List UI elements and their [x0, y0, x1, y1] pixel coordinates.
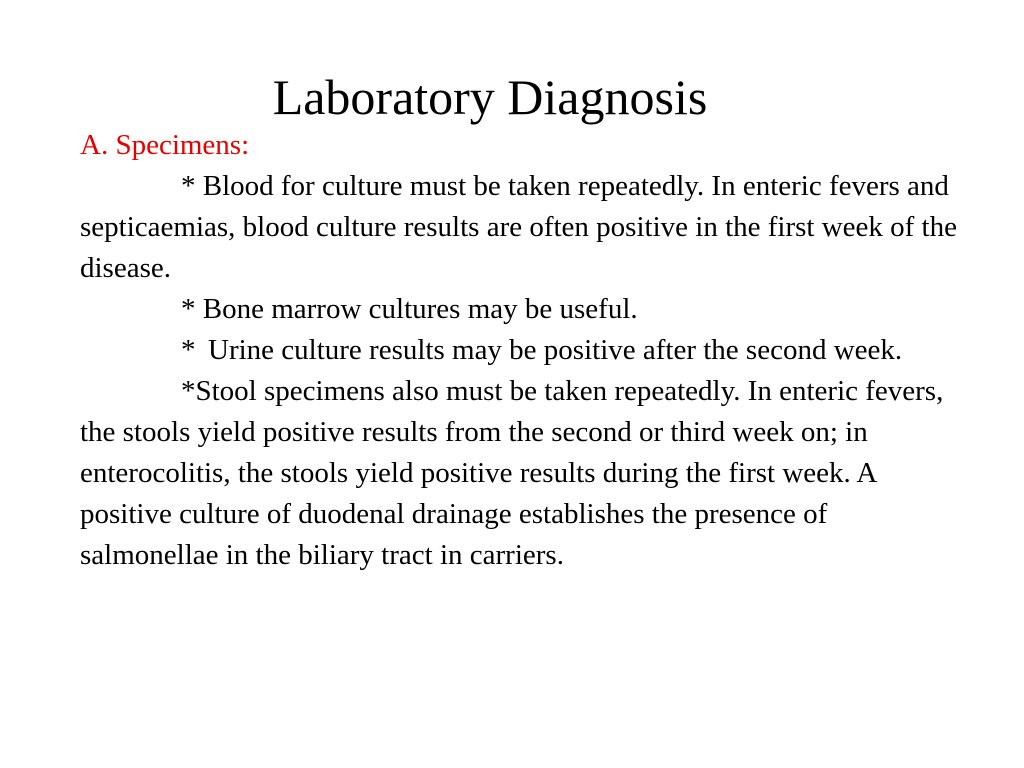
- paragraph-text: Urine culture results may be positive after the second week.: [208, 334, 903, 366]
- paragraph-bone-marrow: [80, 289, 960, 330]
- slide-title: Laboratory Diagnosis: [272, 69, 708, 125]
- paragraph-urine-culture: [80, 330, 960, 371]
- paragraph-text: * Blood for culture must be taken repeatedly. In enteric fevers and septicaemias, blood culture results are often positive in the first week of the disease.: [80, 170, 957, 284]
- paragraph-text: *Stool specimens also must be taken repeatedly. In enteric fevers, the stools yield positive results from the second or third week on; in enterocolitis, the stools yield positive results during the first week. A positive culture of duodenal drainage establishes the presence of salmonellae in the biliary tract in carriers.: [80, 375, 944, 571]
- paragraph-stool-specimens: [80, 371, 960, 576]
- paragraph-blood-culture: [80, 166, 960, 289]
- slide-body: [80, 125, 960, 576]
- paragraph-text: * Bone marrow cultures may be useful.: [181, 293, 638, 325]
- bullet-marker: *: [181, 334, 196, 366]
- section-heading: A. Specimens:: [80, 129, 250, 161]
